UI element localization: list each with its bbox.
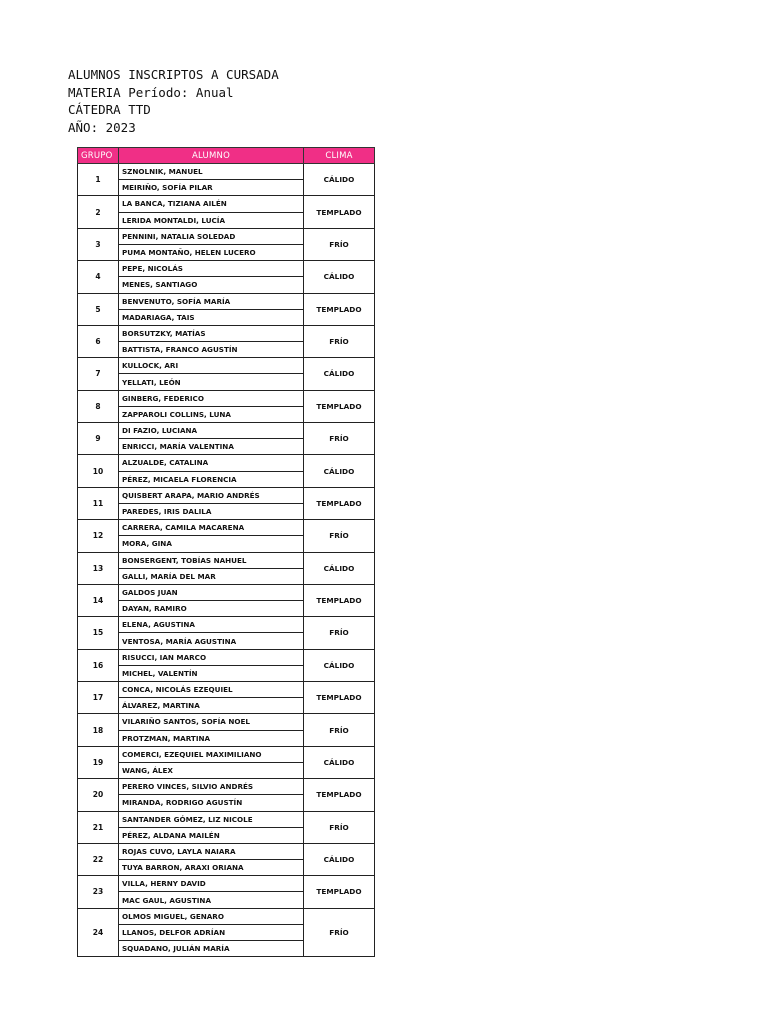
climate-cell: CÁLIDO (304, 358, 375, 390)
student-name-cell: KULLOCK, ARI (119, 358, 304, 374)
group-number-cell: 5 (78, 293, 119, 325)
student-name-cell: MENES, SANTIAGO (119, 277, 304, 293)
student-name-cell: LLANOS, DELFOR ADRÍAN (119, 924, 304, 940)
climate-cell: TEMPLADO (304, 584, 375, 616)
student-name-cell: VILARIÑO SANTOS, SOFÍA NOEL (119, 714, 304, 730)
table-row (78, 358, 375, 374)
group-number-cell: 24 (78, 908, 119, 957)
student-name-cell: PROTZMAN, MARTINA (119, 730, 304, 746)
table-row (78, 908, 375, 924)
climate-cell: TEMPLADO (304, 293, 375, 325)
student-name-cell: TUYA BARRON, ARAXI ORIANA (119, 860, 304, 876)
student-name-cell: YELLATI, LEÓN (119, 374, 304, 390)
table-row (78, 714, 375, 730)
table-row (78, 390, 375, 406)
student-name-cell: GINBERG, FEDERICO (119, 390, 304, 406)
column-header-grupo: GRUPO (78, 148, 119, 164)
student-name-cell: GALLI, MARÍA DEL MAR (119, 568, 304, 584)
student-name-cell: ZAPPAROLI COLLINS, LUNA (119, 406, 304, 422)
student-name-cell: CARRERA, CAMILA MACARENA (119, 520, 304, 536)
group-number-cell: 6 (78, 325, 119, 357)
table-row (78, 455, 375, 471)
group-number-cell: 16 (78, 649, 119, 681)
student-name-cell: ALZUALDE, CATALINA (119, 455, 304, 471)
student-name-cell: PAREDES, IRIS DALILA (119, 503, 304, 519)
group-number-cell: 10 (78, 455, 119, 487)
group-number-cell: 1 (78, 164, 119, 196)
group-number-cell: 21 (78, 811, 119, 843)
table-row (78, 811, 375, 827)
table-row (78, 779, 375, 795)
student-name-cell: PERERO VINCES, SILVIO ANDRÉS (119, 779, 304, 795)
group-number-cell: 23 (78, 876, 119, 908)
table-row (78, 423, 375, 439)
student-name-cell: DAYAN, RAMIRO (119, 601, 304, 617)
table-header-row (78, 148, 375, 164)
table-row (78, 520, 375, 536)
column-header-clima: CLIMA (304, 148, 375, 164)
group-number-cell: 15 (78, 617, 119, 649)
student-name-cell: PUMA MONTAÑO, HELEN LUCERO (119, 244, 304, 260)
climate-cell: FRÍO (304, 908, 375, 957)
student-name-cell: QUISBERT ARAPA, MARIO ANDRÉS (119, 487, 304, 503)
header-title: ALUMNOS INSCRIPTOS A CURSADA (68, 67, 279, 82)
student-name-cell: CONCA, NICOLÁS EZEQUIEL (119, 682, 304, 698)
group-number-cell: 17 (78, 682, 119, 714)
student-name-cell: BENVENUTO, SOFÍA MARÍA (119, 293, 304, 309)
student-name-cell: SANTANDER GÓMEZ, LIZ NICOLE (119, 811, 304, 827)
student-name-cell: PEPE, NICOLÁS (119, 261, 304, 277)
student-name-cell: SZNOLNIK, MANUEL (119, 164, 304, 180)
group-number-cell: 8 (78, 390, 119, 422)
student-name-cell: COMERCI, EZEQUIEL MAXIMILIANO (119, 746, 304, 762)
student-name-cell: SQUADANO, JULIÁN MARÍA (119, 941, 304, 957)
student-name-cell: RISUCCI, IAN MARCO (119, 649, 304, 665)
table-row (78, 552, 375, 568)
table-row (78, 682, 375, 698)
student-name-cell: LERIDA MONTALDI, LUCÍA (119, 212, 304, 228)
student-name-cell: MORA, GINA (119, 536, 304, 552)
table-row (78, 293, 375, 309)
group-number-cell: 19 (78, 746, 119, 778)
student-name-cell: MADARIAGA, TAIS (119, 309, 304, 325)
table-row (78, 228, 375, 244)
student-name-cell: MEIRIÑO, SOFÍA PILAR (119, 180, 304, 196)
group-number-cell: 11 (78, 487, 119, 519)
climate-cell: FRÍO (304, 811, 375, 843)
table-row (78, 843, 375, 859)
table-row (78, 261, 375, 277)
table-body (78, 164, 375, 957)
climate-cell: CÁLIDO (304, 843, 375, 875)
climate-cell: CÁLIDO (304, 261, 375, 293)
student-name-cell: BATTISTA, FRANCO AGUSTÍN (119, 342, 304, 358)
table-row (78, 325, 375, 341)
column-header-alumno: ALUMNO (119, 148, 304, 164)
group-number-cell: 14 (78, 584, 119, 616)
group-number-cell: 9 (78, 423, 119, 455)
student-name-cell: VENTOSA, MARÍA AGUSTINA (119, 633, 304, 649)
climate-cell: CÁLIDO (304, 649, 375, 681)
climate-cell: FRÍO (304, 228, 375, 260)
student-name-cell: LA BANCA, TIZIANA AILÉN (119, 196, 304, 212)
student-name-cell: VILLA, HERNY DAVID (119, 876, 304, 892)
climate-cell: TEMPLADO (304, 779, 375, 811)
table-row (78, 649, 375, 665)
student-name-cell: MIRANDA, RODRIGO AGUSTÍN (119, 795, 304, 811)
table-row (78, 487, 375, 503)
group-number-cell: 13 (78, 552, 119, 584)
table-row (78, 196, 375, 212)
student-name-cell: BORSUTZKY, MATÍAS (119, 325, 304, 341)
climate-cell: FRÍO (304, 714, 375, 746)
student-name-cell: ELENA, AGUSTINA (119, 617, 304, 633)
climate-cell: TEMPLADO (304, 876, 375, 908)
climate-cell: CÁLIDO (304, 164, 375, 196)
header-catedra: CÁTEDRA TTD (68, 102, 151, 117)
climate-cell: CÁLIDO (304, 552, 375, 584)
document-header (68, 66, 279, 136)
group-number-cell: 12 (78, 520, 119, 552)
student-name-cell: GALDOS JUAN (119, 584, 304, 600)
group-number-cell: 18 (78, 714, 119, 746)
student-name-cell: PÉREZ, MICAELA FLORENCIA (119, 471, 304, 487)
table-row (78, 164, 375, 180)
climate-cell: CÁLIDO (304, 746, 375, 778)
climate-cell: FRÍO (304, 423, 375, 455)
group-number-cell: 2 (78, 196, 119, 228)
student-name-cell: OLMOS MIGUEL, GENARO (119, 908, 304, 924)
student-name-cell: ENRICCI, MARÍA VALENTINA (119, 439, 304, 455)
group-number-cell: 3 (78, 228, 119, 260)
student-name-cell: BONSERGENT, TOBÍAS NAHUEL (119, 552, 304, 568)
climate-cell: FRÍO (304, 617, 375, 649)
group-number-cell: 22 (78, 843, 119, 875)
climate-cell: TEMPLADO (304, 682, 375, 714)
climate-cell: TEMPLADO (304, 390, 375, 422)
table-row (78, 746, 375, 762)
table-row (78, 617, 375, 633)
header-materia: MATERIA Período: Anual (68, 84, 234, 100)
climate-cell: TEMPLADO (304, 196, 375, 228)
student-name-cell: MICHEL, VALENTÍN (119, 665, 304, 681)
student-name-cell: DI FAZIO, LUCIANA (119, 423, 304, 439)
group-number-cell: 4 (78, 261, 119, 293)
climate-cell: FRÍO (304, 520, 375, 552)
climate-cell: FRÍO (304, 325, 375, 357)
table-row (78, 876, 375, 892)
student-name-cell: ROJAS CUVO, LAYLA NAIARA (119, 843, 304, 859)
header-year: AÑO: 2023 (68, 119, 136, 135)
group-number-cell: 20 (78, 779, 119, 811)
climate-cell: TEMPLADO (304, 487, 375, 519)
student-name-cell: PÉREZ, ALDANA MAILÉN (119, 827, 304, 843)
student-name-cell: MAC GAUL, AGUSTINA (119, 892, 304, 908)
student-name-cell: WANG, ÁLEX (119, 762, 304, 778)
table-row (78, 584, 375, 600)
students-table (77, 147, 375, 957)
student-name-cell: ÁLVAREZ, MARTINA (119, 698, 304, 714)
group-number-cell: 7 (78, 358, 119, 390)
climate-cell: CÁLIDO (304, 455, 375, 487)
student-name-cell: PENNINI, NATALIA SOLEDAD (119, 228, 304, 244)
